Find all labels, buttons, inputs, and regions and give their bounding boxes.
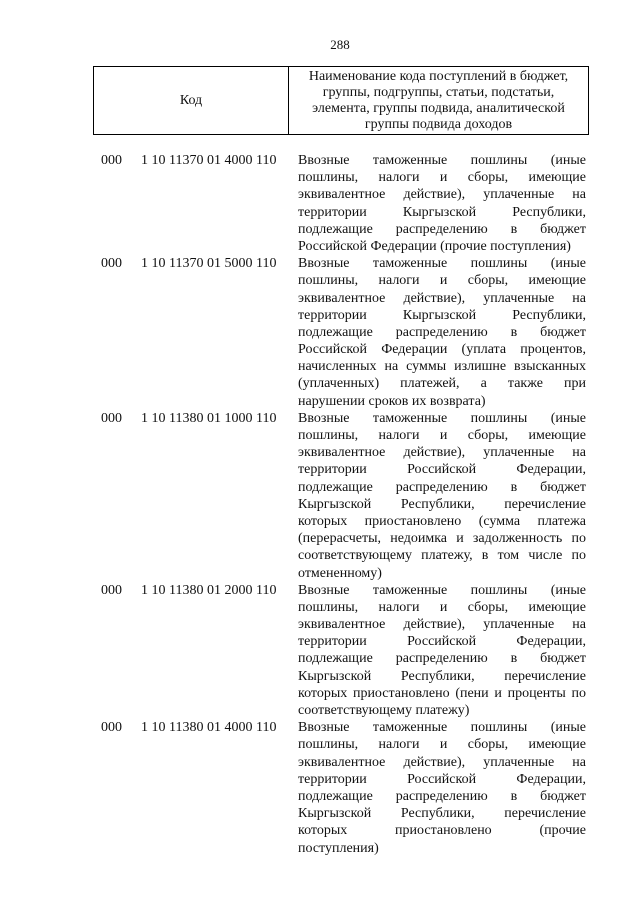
description-line: Ввозные таможенные пошлины (иные — [298, 153, 586, 168]
description-line: эквивалентное действие), уплаченные на — [298, 754, 586, 770]
description-line: (уплаченных) платежей, а также при — [298, 376, 586, 392]
revenue-code: 1 10 11380 01 2000 110 — [141, 582, 277, 598]
table-row — [0, 410, 640, 582]
description-line: эквивалентное действие), уплаченные на — [298, 187, 586, 203]
description-line: которых приостановлено (прочие — [298, 823, 586, 839]
table-header — [93, 66, 589, 135]
description-line: Российской Федерации (уплата процентов, — [298, 342, 586, 358]
revenue-description — [298, 255, 586, 410]
description-line: подлежащие распределению в бюджет — [298, 651, 586, 667]
description-line: отмененному) — [298, 565, 382, 581]
description-line: начисленных на суммы излишне взысканных — [298, 359, 586, 375]
description-line: пошлины, налоги и сборы, имеющие — [298, 170, 586, 186]
description-line: которых приостановлено (пени и проценты по — [298, 685, 586, 701]
description-line: территории Кыргызской Республики, — [298, 307, 586, 323]
admin-code: 000 — [101, 410, 122, 426]
revenue-description — [298, 410, 586, 582]
description-line: Ввозные таможенные пошлины (иные — [298, 582, 586, 598]
description-line: территории Кыргызской Республики, — [298, 204, 586, 220]
description-line: пошлины, налоги и сборы, имеющие — [298, 273, 586, 289]
description-line: нарушении сроков их возврата) — [298, 393, 486, 409]
column-header-code: Код — [94, 67, 289, 134]
description-line: эквивалентное действие), уплаченные на — [298, 290, 586, 306]
description-line: пошлины, налоги и сборы, имеющие — [298, 737, 586, 753]
description-line: пошлины, налоги и сборы, имеющие — [298, 428, 586, 443]
description-line: территории Российской Федерации, — [298, 771, 586, 787]
description-line: подлежащие распределению в бюджет — [298, 788, 586, 804]
description-line: Ввозные таможенные пошлины (иные — [298, 256, 586, 272]
description-line: эквивалентное действие), уплаченные на — [298, 445, 586, 461]
description-line: Кыргызской Республики, перечисление — [298, 806, 586, 822]
table-row — [0, 719, 640, 857]
admin-code: 000 — [101, 256, 122, 272]
description-line: эквивалентное действие), уплаченные на — [298, 617, 586, 633]
description-line: пошлины, налоги и сборы, имеющие — [298, 599, 586, 615]
table-row — [0, 152, 640, 255]
revenue-description — [298, 152, 586, 255]
description-line: территории Российской Федерации, — [298, 462, 586, 478]
admin-code: 000 — [101, 582, 122, 598]
description-line: территории Российской Федерации, — [298, 634, 586, 650]
revenue-code: 1 10 11380 01 4000 110 — [141, 720, 277, 736]
table-row — [0, 582, 640, 720]
admin-code: 000 — [101, 720, 122, 736]
description-line: Кыргызской Республики, перечисление — [298, 668, 586, 684]
column-header-name: Наименование кода поступлений в бюджет, группы, подгруппы, статьи, подстатьи, элемента, группы подвида, аналитической группы подвида доходов — [308, 68, 569, 132]
admin-code: 000 — [101, 153, 122, 168]
revenue-description — [298, 719, 586, 857]
description-line: Ввозные таможенные пошлины (иные — [298, 720, 586, 736]
description-line: соответствующему платежу) — [298, 703, 470, 718]
revenue-code: 1 10 11370 01 4000 110 — [141, 153, 277, 168]
description-line: подлежащие распределению в бюджет — [298, 324, 586, 340]
table-row — [0, 255, 640, 410]
revenue-description — [298, 582, 586, 720]
revenue-code: 1 10 11380 01 1000 110 — [141, 410, 277, 426]
description-line: Ввозные таможенные пошлины (иные — [298, 410, 586, 426]
description-line: (перерасчеты, недоимка и задолженность по — [298, 531, 586, 547]
description-line: Кыргызской Республики, перечисление — [298, 496, 586, 512]
description-line: которых приостановлено (сумма платежа — [298, 513, 586, 529]
description-line: Российской Федерации (прочие поступления) — [298, 238, 571, 254]
description-line: поступления) — [298, 840, 379, 856]
revenue-code: 1 10 11370 01 5000 110 — [141, 256, 277, 272]
description-line: соответствующему платежу, в том числе по — [298, 548, 586, 564]
table-body — [0, 152, 640, 857]
description-line: подлежащие распределению в бюджет — [298, 221, 586, 237]
page-number: 288 — [330, 37, 350, 52]
description-line: подлежащие распределению в бюджет — [298, 479, 586, 495]
